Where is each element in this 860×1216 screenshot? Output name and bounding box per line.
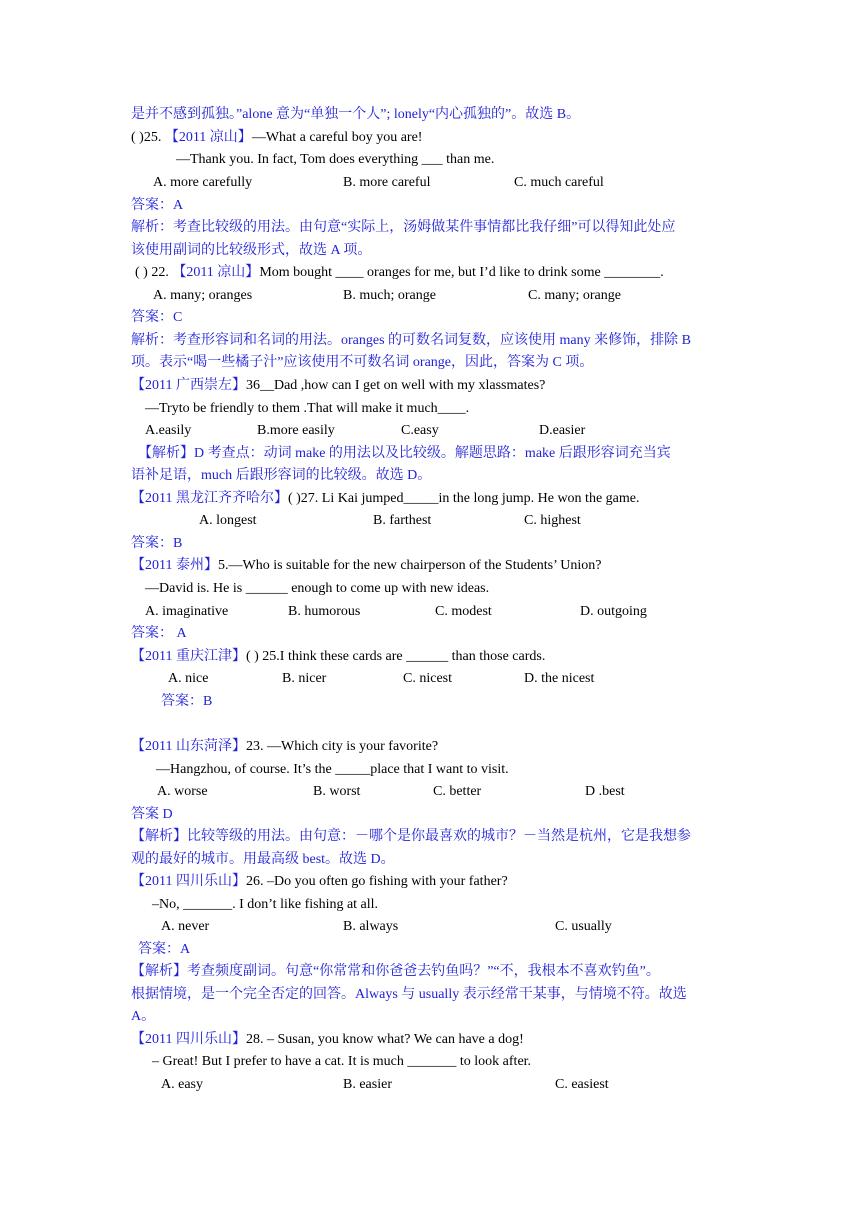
option-c: C. nicest [403, 671, 452, 686]
source-tag: 【2011 泰州】 [131, 558, 218, 573]
option-c: C. much careful [514, 175, 604, 190]
question-text: ( ) 25.I think these cards are ______ than those cards. [245, 649, 546, 664]
answer-line: 答案：C [131, 310, 183, 325]
option-d: D. outgoing [580, 604, 647, 619]
option-c: C.easy [401, 423, 439, 438]
question-text: —What a careful boy you are! [251, 130, 423, 145]
option-a: A. never [161, 919, 210, 934]
explanation-line: 该使用副词的比较级形式，故选 A 项。 [131, 243, 372, 258]
explanation-line: 项。表示“喝一些橘子汁”应该使用不可数名词 orange，因此，答案为 C 项。 [131, 355, 594, 370]
reply-line: –No, _______. I don’t like fishing at all. [152, 897, 379, 912]
option-b: B. easier [343, 1077, 392, 1092]
option-c: C. better [433, 784, 482, 799]
question-28 [131, 1031, 524, 1049]
question-22 [135, 264, 664, 282]
option-a: A. many; oranges [153, 288, 253, 303]
question-text: 23. —Which city is your favorite? [245, 739, 439, 754]
option-b: B. nicer [282, 671, 327, 686]
question-text: Mom bought ____ oranges for me, but I’d like to drink some ________. [259, 265, 664, 280]
question-26 [131, 873, 508, 891]
option-b: B. always [343, 919, 399, 934]
reply-line: —Hangzhou, of course. It’s the _____place that I want to visit. [156, 762, 509, 777]
reply-line: —David is. He is ______ enough to come up with new ideas. [145, 581, 490, 596]
question-text: 36__Dad ,how can I get on well with my xlassmates? [245, 378, 546, 393]
option-b: B.more easily [257, 423, 335, 438]
option-d: D.easier [539, 423, 586, 438]
option-b: B. more careful [343, 175, 431, 190]
option-a: A. more carefully [153, 175, 253, 190]
source-tag: 【2011 重庆江津】 [131, 649, 246, 664]
question-bracket: ( )25. [131, 130, 165, 145]
option-a: A.easily [145, 423, 192, 438]
source-tag: 【2011 山东菏泽】 [131, 739, 246, 754]
source-tag: 【2011 黑龙江齐齐哈尔】 [131, 491, 288, 506]
question-36 [131, 377, 545, 395]
question-text: 26. –Do you often go fishing with your father? [245, 874, 508, 889]
explanation-line: 根据情境，是一个完全否定的回答。Always 与 usually 表示经常干某事，与情境不符。故选 [131, 987, 687, 1002]
question-text: 28. – Susan, you know what? We can have a dog! [245, 1032, 524, 1047]
option-b: B. worst [313, 784, 361, 799]
explanation-line: 是并不感到孤独。”alone 意为“单独一个人”; lonely“内心孤独的”。故选 B。 [131, 107, 581, 122]
source-tag: 【2011 凉山】 [172, 265, 260, 280]
option-c: C. highest [524, 513, 581, 528]
source-tag: 【2011 凉山】 [164, 130, 252, 145]
explanation-line: 解析：考查比较级的用法。由句意“实际上，汤姆做某件事情都比我仔细”可以得知此处应 [131, 220, 676, 235]
reply-line: —Thank you. In fact, Tom does everything ___ than me. [176, 152, 495, 167]
option-d: D. the nicest [524, 671, 595, 686]
explanation-line: 【解析】D 考查点：动词 make 的用法以及比较级。解题思路：make 后跟形容词充当宾 [138, 446, 671, 461]
question-25 [131, 129, 422, 147]
source-tag: 【2011 四川乐山】 [131, 874, 246, 889]
option-a: A. worse [157, 784, 208, 799]
explanation-line: 【解析】考查频度副词。句意“你常常和你爸爸去钓鱼吗？”“不，我根本不喜欢钓鱼”。 [131, 964, 660, 979]
option-b: B. much; orange [343, 288, 436, 303]
question-5 [131, 557, 601, 575]
answer-line: 答案： A [131, 626, 187, 641]
question-text: ( )27. Li Kai jumped_____in the long jump. He won the game. [287, 491, 640, 506]
reply-line: —Tryto be friendly to them .That will make it much____. [145, 401, 470, 416]
option-a: A. longest [199, 513, 257, 528]
option-a: A. easy [161, 1077, 203, 1092]
option-c: C. easiest [555, 1077, 609, 1092]
question-bracket: ( ) 22. [135, 265, 173, 280]
question-text: 5.—Who is suitable for the new chairperson of the Students’ Union? [217, 558, 602, 573]
explanation-line: 【解析】比较等级的用法。由句意：－哪个是你最喜欢的城市？－当然是杭州，它是我想参 [131, 829, 691, 844]
answer-line: 答案 D [131, 807, 173, 822]
option-b: B. humorous [288, 604, 361, 619]
answer-line: 答案：A [138, 942, 191, 957]
explanation-line: 语补足语，much 后跟形容词的比较级。故选 D。 [131, 468, 432, 483]
question-25-chongqing [131, 648, 545, 666]
explanation-line: 解析：考查形容词和名词的用法。oranges 的可数名词复数，应该使用 many 来修饰，排除 B [131, 333, 691, 348]
option-b: B. farthest [373, 513, 432, 528]
option-c: C. usually [555, 919, 612, 934]
explanation-line: A。 [131, 1009, 156, 1024]
option-c: C. modest [435, 604, 492, 619]
question-23 [131, 738, 438, 756]
question-27 [131, 490, 639, 508]
option-c: C. many; orange [528, 288, 621, 303]
answer-line: 答案：B [161, 694, 213, 709]
option-d: D .best [585, 784, 625, 799]
option-a: A. nice [168, 671, 209, 686]
answer-line: 答案：B [131, 536, 183, 551]
answer-line: 答案：A [131, 198, 184, 213]
option-a: A. imaginative [145, 604, 229, 619]
source-tag: 【2011 四川乐山】 [131, 1032, 246, 1047]
explanation-line: 观的最好的城市。用最高级 best。故选 D。 [131, 852, 395, 867]
source-tag: 【2011 广西崇左】 [131, 378, 246, 393]
reply-line: – Great! But I prefer to have a cat. It is much _______ to look after. [152, 1054, 532, 1069]
